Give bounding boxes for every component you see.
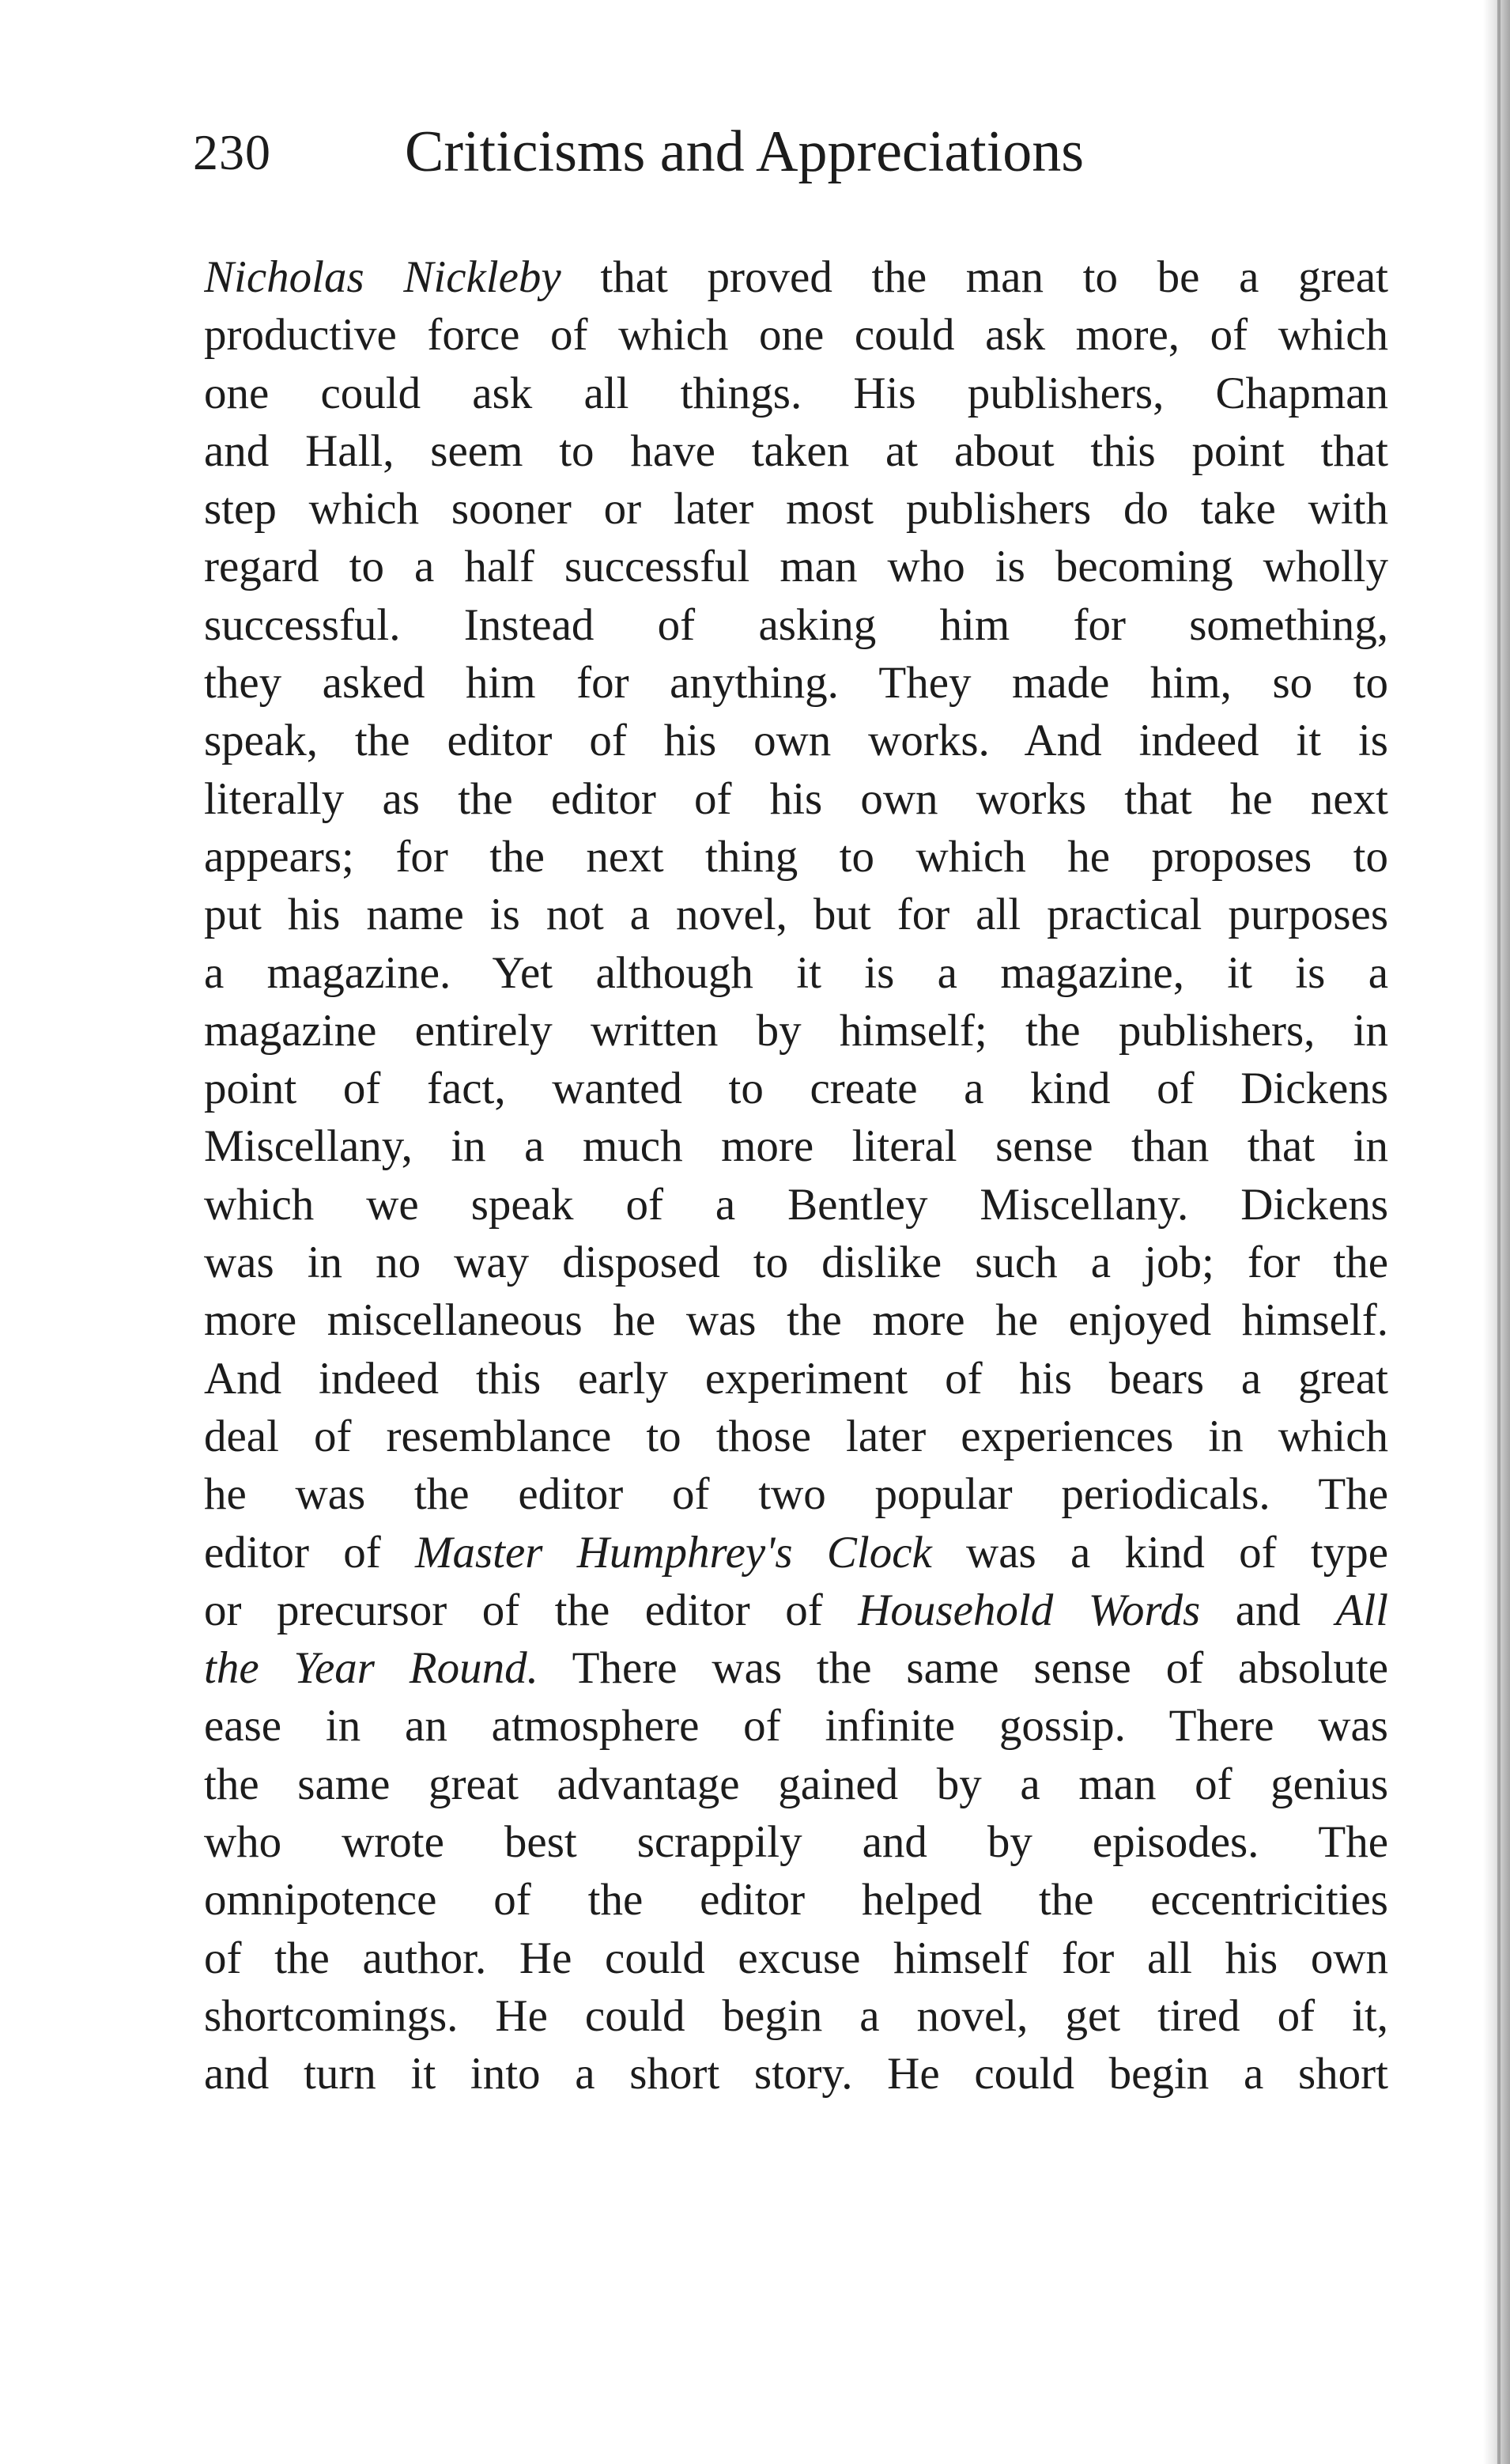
- text-line: [204, 596, 1388, 654]
- text-run: omnipotence of the editor helped the eccentricities: [204, 1875, 1388, 1925]
- text-line: [204, 1002, 1388, 1060]
- text-line: [204, 248, 1388, 306]
- text-line: [204, 306, 1388, 364]
- text-line: [204, 1697, 1388, 1755]
- italic-title: All: [1335, 1585, 1388, 1635]
- body-text: [204, 248, 1388, 2103]
- text-run: more miscellaneous he was the more he enjoyed himself.: [204, 1295, 1388, 1346]
- text-run: which we speak of a Bentley Miscellany. Dickens: [204, 1179, 1388, 1230]
- text-run: Miscellany, in a much more literal sense than that in: [204, 1121, 1388, 1172]
- italic-title: the Year Round.: [204, 1643, 538, 1694]
- italic-title: Master Humphrey's Clock: [414, 1527, 932, 1578]
- text-run: shortcomings. He could begin a novel, get tired of it,: [204, 1990, 1388, 2041]
- text-run: a magazine. Yet although it is a magazine, it is a: [204, 947, 1388, 998]
- text-line: [204, 1176, 1388, 1234]
- text-line: [204, 1755, 1388, 1813]
- page-header: [193, 119, 1395, 214]
- text-line: [204, 1060, 1388, 1117]
- text-line: [204, 1929, 1388, 1987]
- running-title: Criticisms and Appreciations: [405, 119, 1085, 184]
- text-run: they asked him for anything. They made him, so to: [204, 658, 1388, 709]
- text-run: deal of resemblance to those later experiences in which: [204, 1411, 1388, 1461]
- italic-title: Nicholas Nickleby: [204, 252, 561, 302]
- text-line: [204, 1987, 1388, 2045]
- text-run: editor of: [204, 1527, 415, 1578]
- text-run: who wrote best scrappily and by episodes. The: [204, 1817, 1388, 1868]
- text-run: and turn it into a short story. He could begin a short: [204, 2049, 1388, 2099]
- text-run: was a kind of type: [931, 1527, 1388, 1578]
- text-run: put his name is not a novel, but for all practical purposes: [204, 890, 1388, 940]
- text-line: [204, 1408, 1388, 1465]
- text-line: [204, 2045, 1388, 2103]
- text-run: one could ask all things. His publishers, Chapman: [204, 368, 1388, 418]
- text-run: ease in an atmosphere of infinite gossip. There was: [204, 1701, 1388, 1752]
- text-run: appears; for the next thing to which he proposes to: [204, 831, 1388, 882]
- text-line: [204, 1234, 1388, 1291]
- text-run: regard to a half successful man who is becoming wholly: [204, 542, 1388, 592]
- text-run: that proved the man to be a great: [561, 252, 1388, 302]
- text-run: point of fact, wanted to create a kind of Dickens: [204, 1064, 1388, 1114]
- text-line: [204, 1465, 1388, 1523]
- text-line: [204, 654, 1388, 712]
- page-edge-line: [1497, 0, 1501, 2464]
- text-line: [204, 1291, 1388, 1349]
- text-run: he was the editor of two popular periodicals. The: [204, 1469, 1388, 1520]
- text-line: [204, 944, 1388, 1002]
- text-line: [204, 1117, 1388, 1175]
- text-run: of the author. He could excuse himself for all his own: [204, 1933, 1388, 1983]
- text-line: [204, 712, 1388, 769]
- text-line: [204, 1350, 1388, 1408]
- text-line: [204, 1524, 1388, 1582]
- text-line: [204, 538, 1388, 595]
- text-run: was in no way disposed to dislike such a job; for the: [204, 1238, 1388, 1288]
- text-run: the same great advantage gained by a man of genius: [204, 1759, 1388, 1809]
- text-run: literally as the editor of his own works that he next: [204, 773, 1388, 824]
- text-run: successful. Instead of asking him for something,: [204, 599, 1388, 650]
- text-line: [204, 1582, 1388, 1639]
- text-line: [204, 828, 1388, 886]
- italic-title: Household Words: [858, 1585, 1201, 1635]
- text-run: productive force of which one could ask more, of which: [204, 310, 1388, 361]
- text-line: [204, 480, 1388, 538]
- text-run: or precursor of the editor of: [204, 1585, 859, 1635]
- text-run: step which sooner or later most publishers do take with: [204, 484, 1388, 535]
- text-line: [204, 365, 1388, 422]
- page-number: 230: [193, 124, 271, 180]
- text-run: And indeed this early experiment of his bears a great: [204, 1353, 1388, 1404]
- text-line: [204, 1639, 1388, 1697]
- text-line: [204, 422, 1388, 480]
- page-edge-shadow: [1483, 0, 1510, 2464]
- text-run: and Hall, seem to have taken at about this point that: [204, 425, 1388, 476]
- text-line: [204, 886, 1388, 943]
- text-line: [204, 1871, 1388, 1929]
- text-run: speak, the editor of his own works. And indeed it is: [204, 716, 1388, 766]
- text-run: and: [1200, 1585, 1336, 1635]
- text-line: [204, 770, 1388, 828]
- text-run: There was the same sense of absolute: [538, 1643, 1388, 1694]
- text-line: [204, 1813, 1388, 1871]
- text-run: magazine entirely written by himself; the publishers, in: [204, 1005, 1388, 1056]
